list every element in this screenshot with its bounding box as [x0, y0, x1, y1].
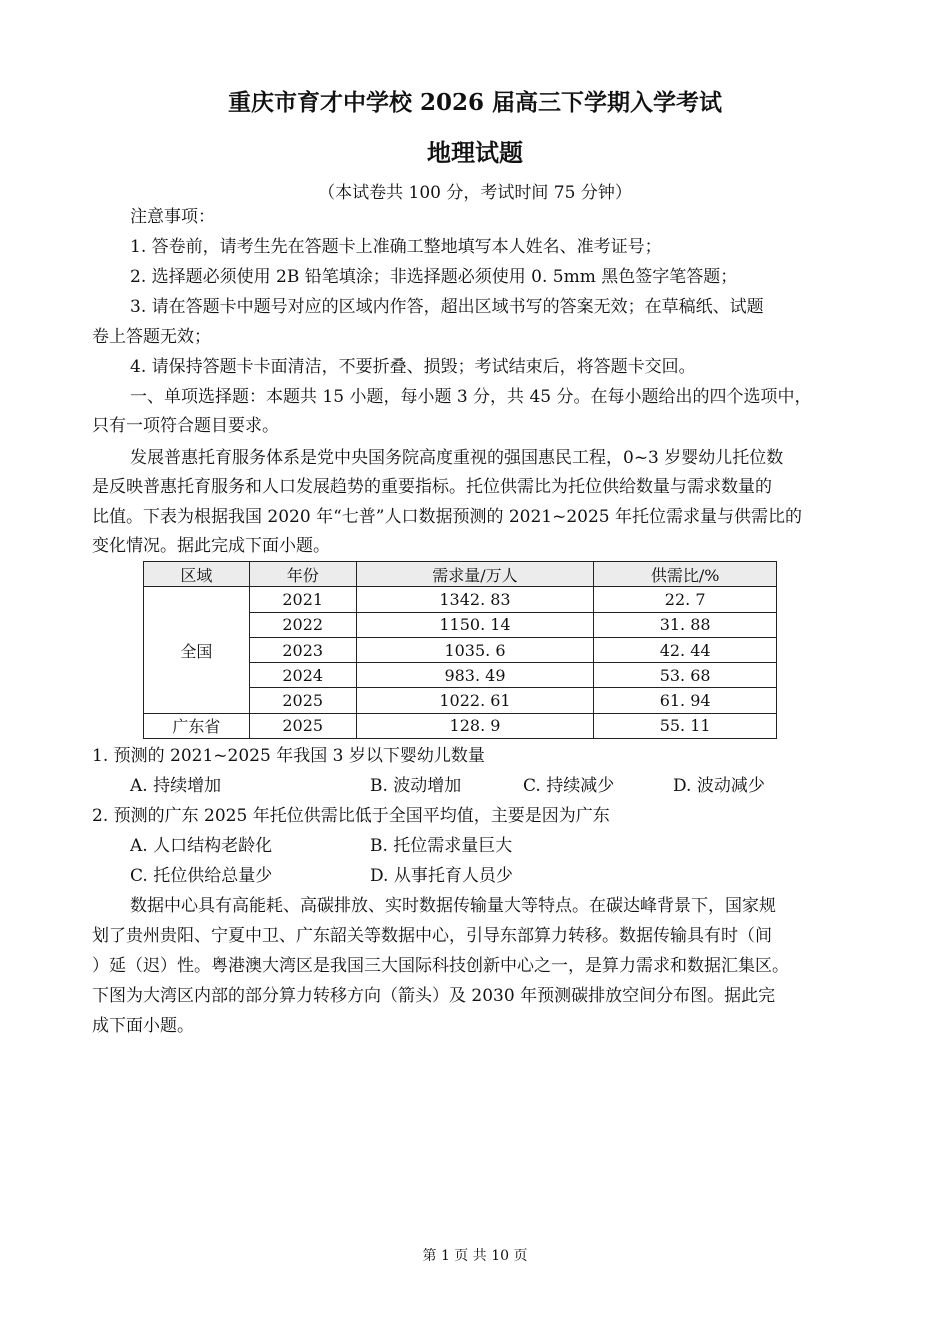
exam-info: （本试卷共 100 分，考试时间 75 分钟） — [318, 183, 632, 203]
q1-option-b: B. 波动增加 — [370, 776, 462, 796]
cell-year: 2023 — [249, 637, 356, 662]
section-heading: 一、单项选择题：本题共 15 小题，每小题 3 分，共 45 分。在每小题给出的四个选项中， — [130, 387, 812, 407]
note-item: 4. 请保持答题卡卡面清洁，不要折叠、损毁；考试结束后，将答题卡交回。 — [130, 357, 696, 377]
region-national: 全国 — [144, 587, 250, 713]
q2-option-a: A. 人口结构老龄化 — [130, 836, 273, 856]
cell-demand: 1035. 6 — [356, 637, 594, 662]
region-guangdong: 广东省 — [144, 713, 250, 738]
cell-demand: 983. 49 — [356, 663, 594, 688]
note-item: 3. 请在答题卡中题号对应的区域内作答，超出区域书写的答案无效；在草稿纸、试题 — [130, 297, 764, 317]
cell-demand: 1022. 61 — [356, 688, 594, 713]
table-row — [144, 587, 777, 612]
question-2-stem: 2. 预测的广东 2025 年托位供需比低于全国平均值，主要是因为广东 — [92, 806, 610, 826]
childcare-table — [143, 561, 777, 739]
exam-title: 重庆市育才中学校 2026 届高三下学期入学考试 — [227, 89, 723, 116]
header-region: 区域 — [144, 562, 250, 587]
notes-heading: 注意事项： — [130, 207, 215, 227]
q2-option-b: B. 托位需求量巨大 — [370, 836, 513, 856]
q1-option-a: A. 持续增加 — [130, 776, 222, 796]
note-item: 卷上答题无效； — [92, 327, 211, 347]
header-ratio: 供需比/% — [594, 562, 777, 587]
cell-ratio: 61. 94 — [594, 688, 777, 713]
cell-ratio: 55. 11 — [594, 713, 777, 738]
cell-year: 2025 — [249, 713, 356, 738]
note-item: 2. 选择题必须使用 2B 铅笔填涂；非选择题必须使用 0. 5mm 黑色签字笔答题； — [130, 267, 738, 287]
cell-demand: 128. 9 — [356, 713, 594, 738]
cell-ratio: 53. 68 — [594, 663, 777, 688]
cell-year: 2022 — [249, 612, 356, 637]
q2-option-d: D. 从事托育人员少 — [370, 866, 513, 886]
page-number: 第 1 页 共 10 页 — [422, 1248, 528, 1264]
cell-demand: 1342. 83 — [356, 587, 594, 612]
q2-option-c: C. 托位供给总量少 — [130, 866, 273, 886]
header-demand: 需求量/万人 — [356, 562, 594, 587]
cell-ratio: 42. 44 — [594, 637, 777, 662]
cell-ratio: 31. 88 — [594, 612, 777, 637]
cell-demand: 1150. 14 — [356, 612, 594, 637]
q1-option-c: C. 持续减少 — [523, 776, 615, 796]
q1-option-d: D. 波动减少 — [673, 776, 765, 796]
note-item: 1. 答卷前，请考生先在答题卡上准确工整地填写本人姓名、准考证号； — [130, 237, 662, 257]
passage1-line: 发展普惠托育服务体系是党中央国务院高度重视的强国惠民工程，0~3 岁婴幼儿托位数 — [130, 448, 784, 468]
passage2-line: 划了贵州贵阳、宁夏中卫、广东韶关等数据中心，引导东部算力转移。数据传输具有时（间 — [92, 926, 772, 946]
passage1-line: 比值。下表为根据我国 2020 年“七普”人口数据预测的 2021~2025 年托位需求量与供需比的 — [92, 507, 803, 527]
question-1-stem: 1. 预测的 2021~2025 年我国 3 岁以下婴幼儿数量 — [92, 746, 485, 766]
section-heading-cont: 只有一项符合题目要求。 — [92, 416, 279, 436]
passage2-line: 成下面小题。 — [92, 1016, 194, 1036]
cell-ratio: 22. 7 — [594, 587, 777, 612]
cell-year: 2025 — [249, 688, 356, 713]
passage1-line: 是反映普惠托育服务和人口发展趋势的重要指标。托位供需比为托位供给数量与需求数量的 — [92, 477, 772, 497]
passage2-line: 数据中心具有高能耗、高碳排放、实时数据传输量大等特点。在碳达峰背景下，国家规 — [130, 896, 776, 916]
table-row — [144, 713, 777, 738]
passage2-line: ）延（迟）性。粤港澳大湾区是我国三大国际科技创新中心之一，是算力需求和数据汇集区。 — [92, 956, 789, 976]
passage1-line: 变化情况。据此完成下面小题。 — [92, 536, 330, 556]
cell-year: 2024 — [249, 663, 356, 688]
subject-title: 地理试题 — [427, 138, 523, 167]
table-header-row — [144, 562, 777, 587]
cell-year: 2021 — [249, 587, 356, 612]
header-year: 年份 — [249, 562, 356, 587]
passage2-line: 下图为大湾区内部的部分算力转移方向（箭头）及 2030 年预测碳排放空间分布图。据此完 — [92, 986, 776, 1006]
